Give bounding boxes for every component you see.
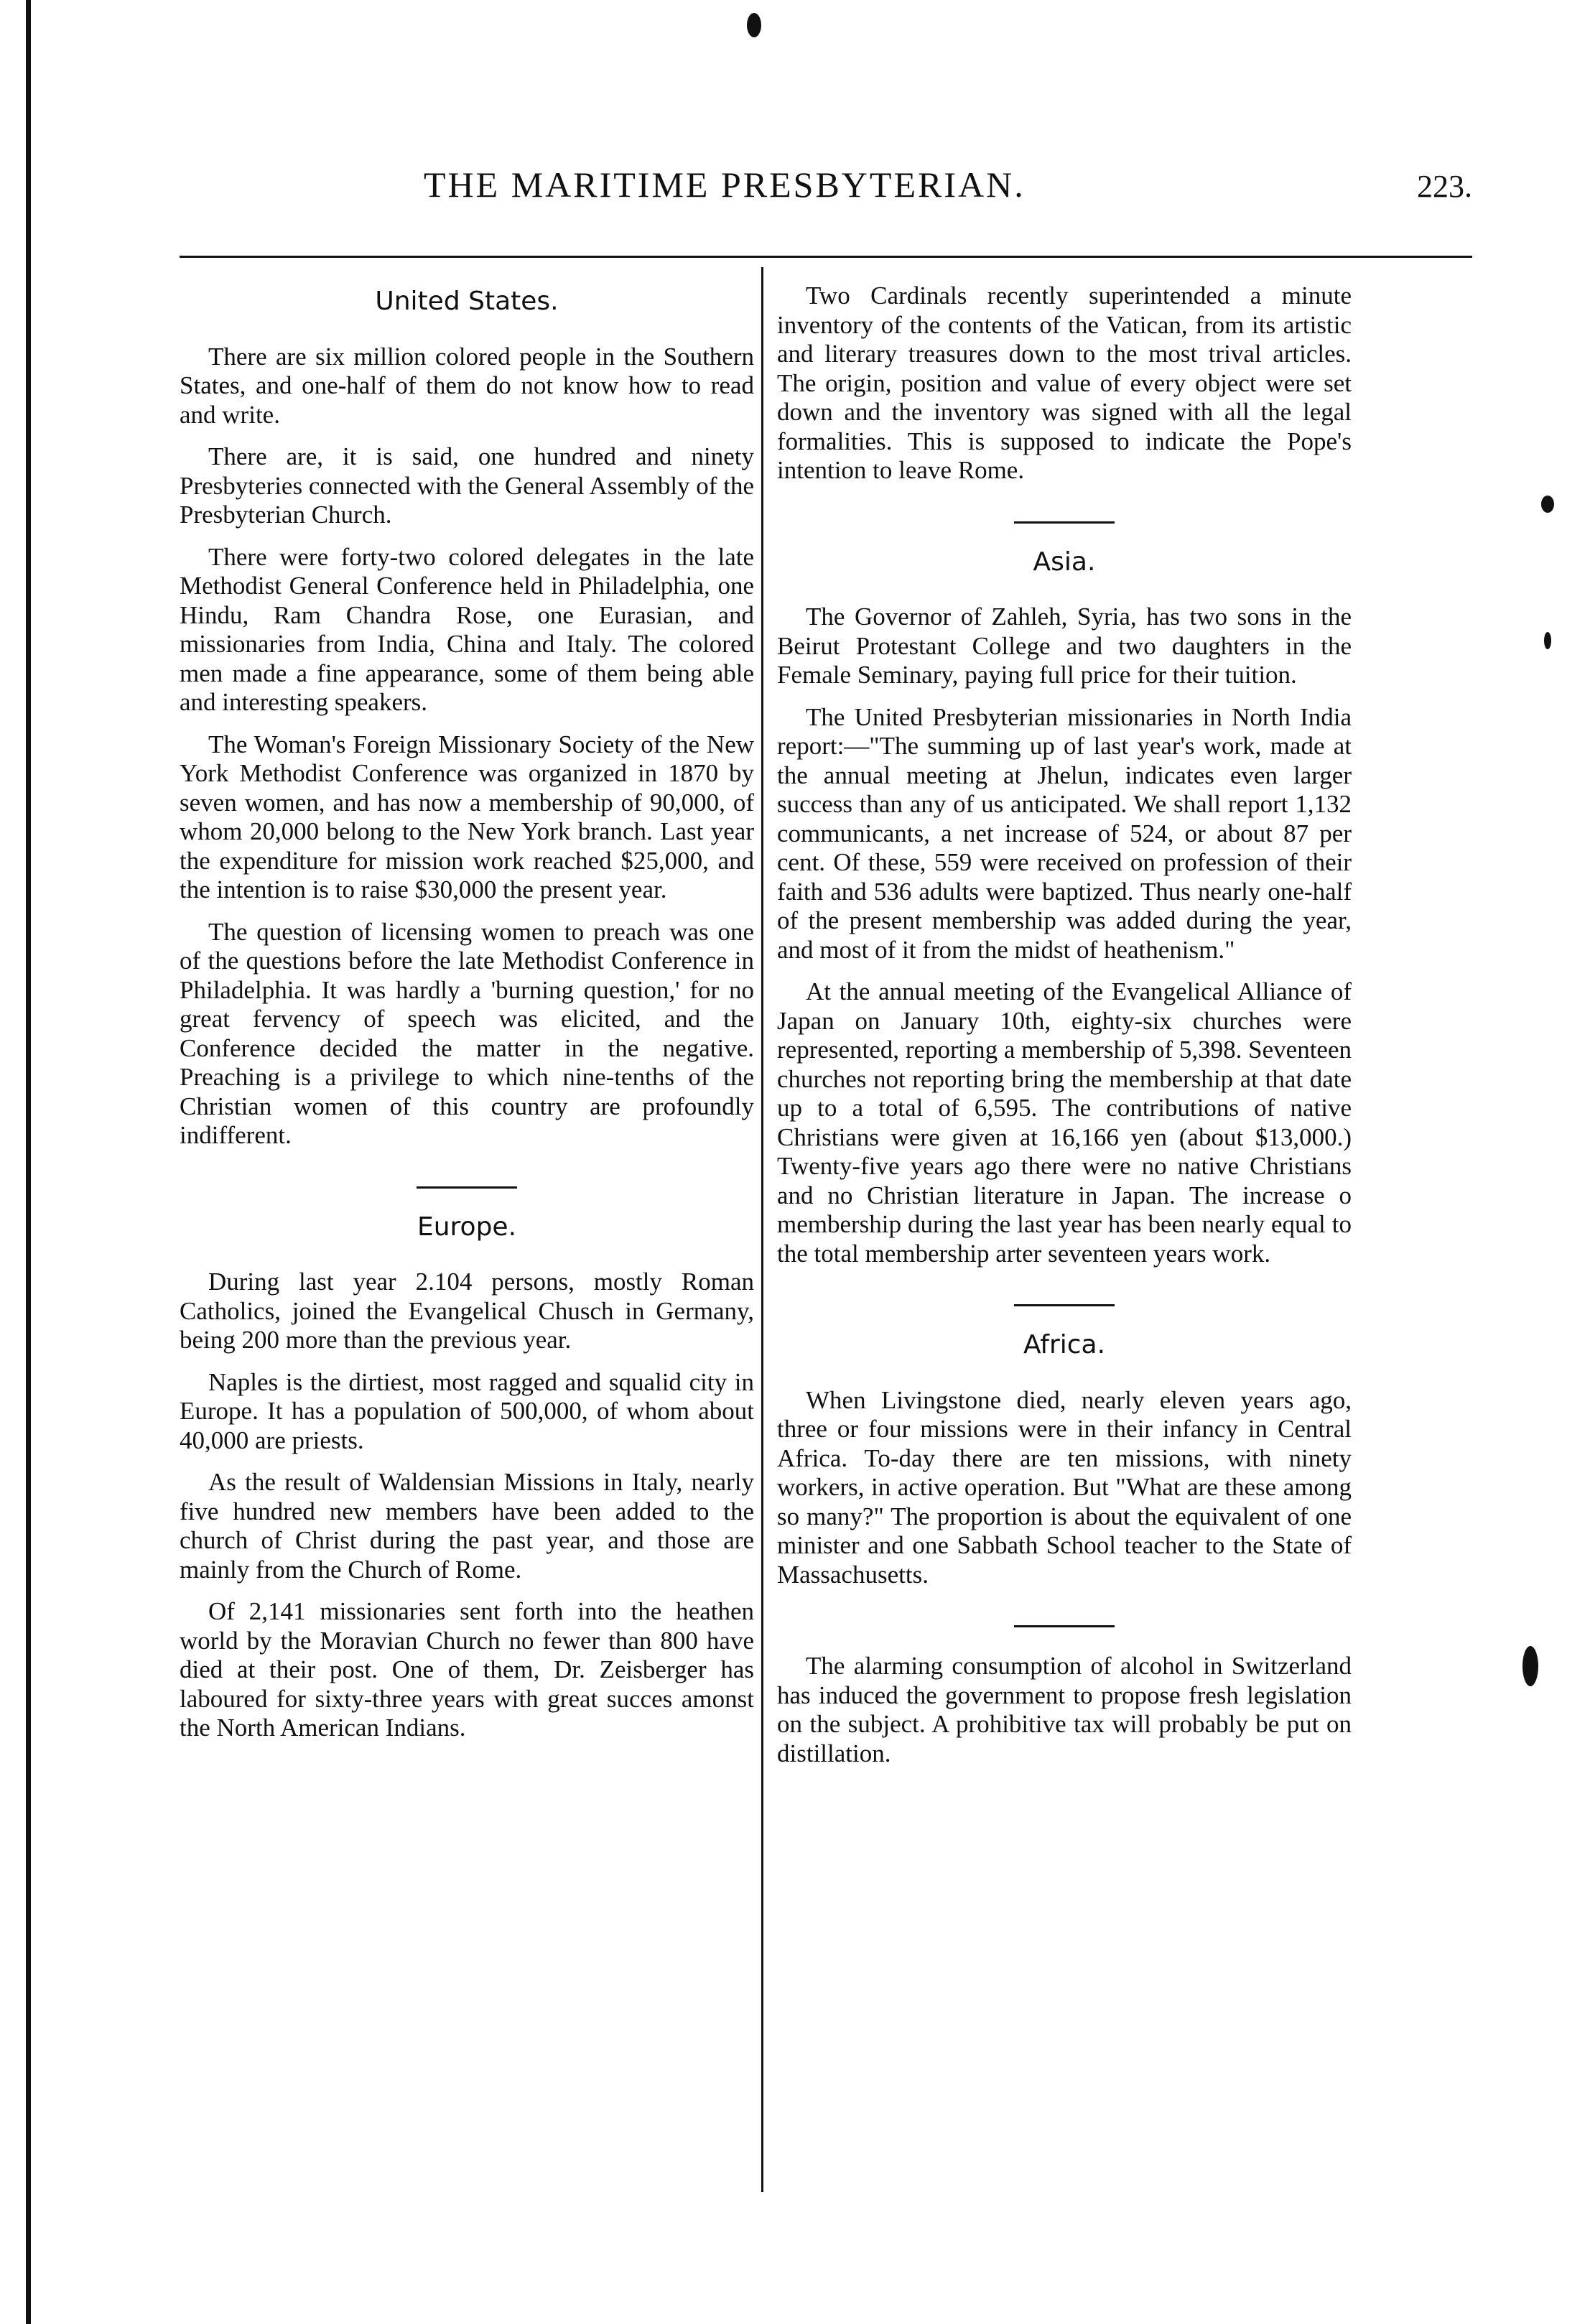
left-page-border xyxy=(26,0,31,2324)
section-separator xyxy=(1014,521,1115,524)
ink-blot-right-2 xyxy=(1544,632,1551,649)
paragraph: At the annual meeting of the Evangelical Alliance of Japan on January 10th, eighty-six churches were represented, reporting a membership of 5,398. Seventeen churches not reporting bring the membership at that date up to a total of 6,595. The contributions of native Christians were given at 16,166 yen (about $13,000.) Twenty-five years ago there were no native Christians and no Christian literature in Japan. The increase o membership during the last year has been nearly equal to the total membership arter seventeen years work. xyxy=(777,977,1352,1268)
section-separator xyxy=(417,1186,517,1189)
paragraph: There are six million colored people in the Southern States, and one-half of them do not know how to read and write. xyxy=(180,342,754,429)
section-title-europe: Europe. xyxy=(417,1212,517,1242)
right-column xyxy=(777,282,1352,1781)
paragraph: The alarming consumption of alcohol in Switzerland has induced the government to propose fresh legislation on the subject. A prohibitive tax will probably be put on distillation. xyxy=(777,1652,1352,1767)
paragraph: When Livingstone died, nearly eleven years ago, three or four missions were in their infancy in Central Africa. To-day there are ten missions, with ninety workers, in active operation. But "What are these among so many?" The proportion is about the equivalent of one minister and one Sabbath School teacher to the State of Massachusetts. xyxy=(777,1385,1352,1589)
column-divider xyxy=(761,267,763,2192)
section-separator xyxy=(1014,1304,1115,1306)
paragraph: The Governor of Zahleh, Syria, has two sons in the Beirut Protestant College and two daughters in the Female Seminary, paying full price for their tuition. xyxy=(777,603,1352,689)
paragraph: The United Presbyterian missionaries in North India report:—"The summing up of last year's work, made at the annual meeting at Jhelun, indicates even larger success than any of us anticipated. We shall report 1,132 communicants, a net increase of 524, or about 87 per cent. Of these, 559 were received on profession of their faith and 536 adults were baptized. Thus nearly one-half of the present membership was added during the year, and most of it from the midst of heathenism." xyxy=(777,702,1352,964)
paragraph: During last year 2.104 persons, mostly Roman Catholics, joined the Evangelical Chusch in Germany, being 200 more than the previous year. xyxy=(180,1268,754,1354)
paragraph: There were forty-two colored delegates in the late Methodist General Conference held in Philadelphia, one Hindu, Ram Chandra Rose, one Eurasian, and missionaries from India, China and Italy. The colored men made a fine appearance, some of them being able and interesting speakers. xyxy=(180,542,754,716)
paragraph: There are, it is said, one hundred and ninety Presbyteries connected with the General Assembly of the Presbyterian Church. xyxy=(180,442,754,529)
ink-blot-right-1 xyxy=(1541,496,1554,513)
paragraph: Of 2,141 missionaries sent forth into the heathen world by the Moravian Church no fewer than 800 have died at their post. One of them, Dr. Zeisberger has laboured for sixty-three years with great succes amonst the North American Indians. xyxy=(180,1597,754,1742)
section-separator xyxy=(1014,1625,1115,1627)
page-header xyxy=(180,164,1472,236)
ink-blot-right-3 xyxy=(1522,1646,1538,1686)
header-rule xyxy=(180,256,1472,258)
paragraph: The Woman's Foreign Missionary Society of the New York Methodist Conference was organized in 1870 by seven women, and has now a membership of 90,000, of whom 20,000 belong to the New York branch. Last year the expenditure for mission work reached $25,000, and the intention is to raise $30,000 the present year. xyxy=(180,730,754,903)
paragraph: As the result of Waldensian Missions in Italy, nearly five hundred new members have been added to the church of Christ during the past year, and those are mainly from the Church of Rome. xyxy=(180,1468,754,1584)
newspaper-title: THE MARITIME PRESBYTERIAN. xyxy=(424,164,1026,205)
page-number: 223. xyxy=(1417,169,1472,204)
paragraph: The question of licensing women to preach was one of the questions before the late Methodist Conference in Philadelphia. It was hardly a 'burning question,' for no great fervency of speech was elicited, and the Conference decided the matter in the negative. Preaching is a privilege to which nine-tenths of the Christian women of this country are profoundly indifferent. xyxy=(180,917,754,1149)
section-title-united-states: United States. xyxy=(375,287,559,316)
paragraph: Naples is the dirtiest, most ragged and squalid city in Europe. It has a population of 500,000, of whom about 40,000 are priests. xyxy=(180,1367,754,1454)
ink-blot-top xyxy=(747,13,761,37)
paragraph: Two Cardinals recently superintended a minute inventory of the contents of the Vatican, from its artistic and literary treasures down to the most trival articles. The origin, position and value of every object were set down and the inventory was signed with all the legal formalities. This is supposed to indicate the Pope's intention to leave Rome. xyxy=(777,282,1352,484)
section-title-africa: Africa. xyxy=(1023,1330,1106,1359)
left-column xyxy=(180,282,754,1756)
section-title-asia: Asia. xyxy=(1033,547,1096,577)
